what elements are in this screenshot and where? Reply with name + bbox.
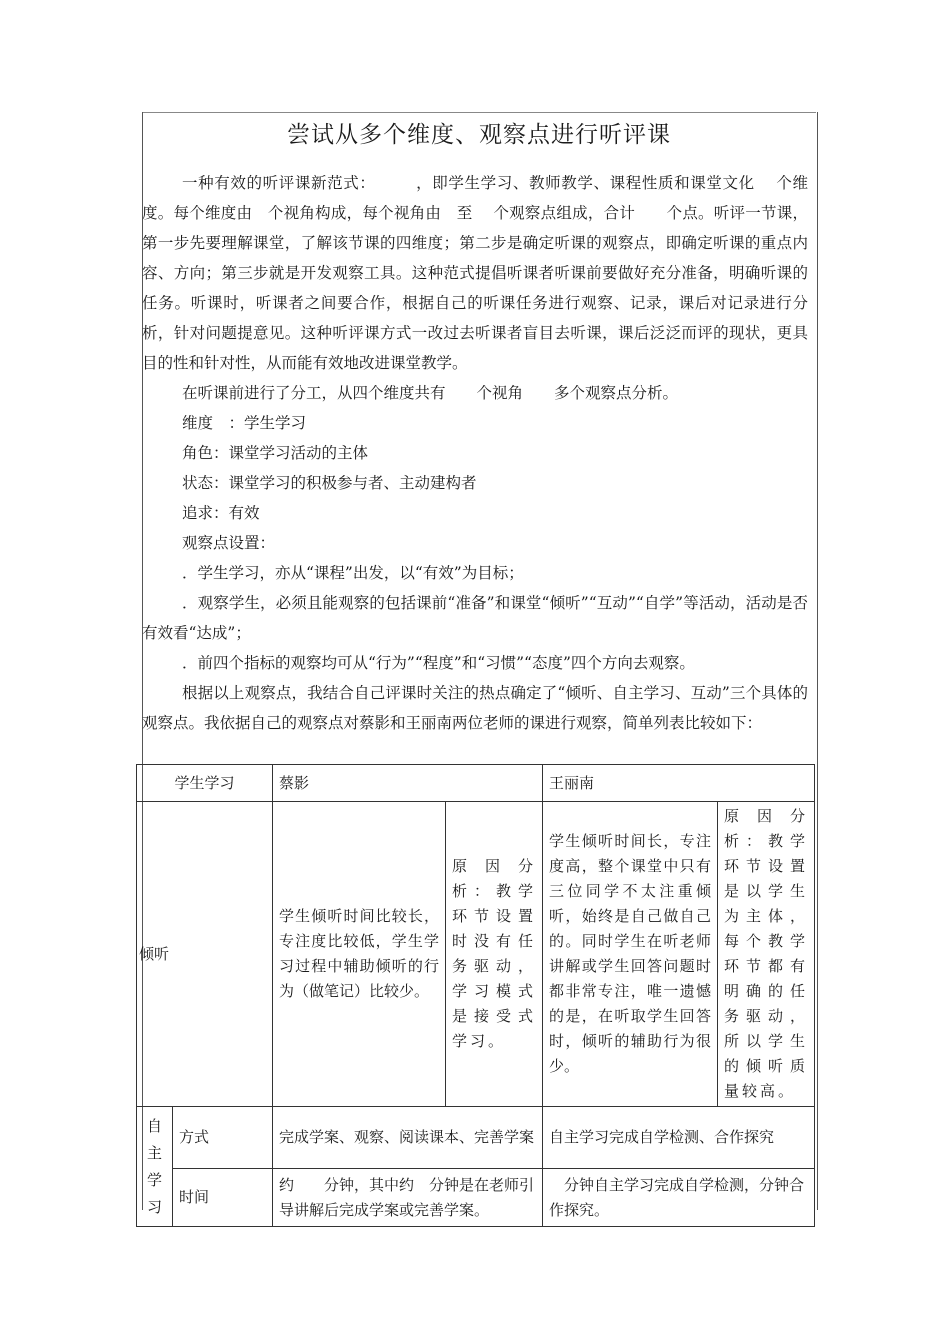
observation-setup-line: 观察点设置： — [182, 534, 276, 552]
header-student-learning: 学生学习 — [137, 765, 273, 802]
self-study-label — [137, 1107, 173, 1227]
self-study-char: 学 — [146, 1170, 162, 1189]
division-paragraph: 在听课前进行了分工，从四个维度共有 个视角 多个观察点分析。 — [182, 384, 679, 402]
time-b: 分钟自主学习完成自学检测，分钟合作探究。 — [543, 1169, 815, 1227]
role-line: 角色：课堂学习活动的主体 — [182, 444, 369, 462]
listening-label: 倾听 — [137, 802, 273, 1107]
method-b: 自主学习完成自学检测、合作探究 — [543, 1107, 815, 1169]
observation-item-1: ．学生学习，亦从“课程”出发，以“有效”为目标； — [182, 564, 524, 582]
time-a: 约 分钟，其中约 分钟是在老师引导讲解后完成学案或完善学案。 — [273, 1169, 543, 1227]
self-study-char: 习 — [146, 1197, 162, 1216]
method-label: 方式 — [173, 1107, 273, 1169]
header-teacher-a: 蔡影 — [273, 765, 543, 802]
page-title: 尝试从多个维度、观察点进行听评课 — [287, 122, 671, 148]
listening-b-reason: 原因分析：教学环节设置是以学生为主体，每个教学环节都有明确的任务驱动，所以学生的倾听质量较高。 — [718, 802, 815, 1107]
dimension-line: 维度 ：学生学习 — [182, 414, 307, 432]
comparison-table — [136, 764, 815, 1227]
table-row-listening — [137, 802, 815, 1107]
method-a: 完成学案、观察、阅读课本、完善学案 — [273, 1107, 543, 1169]
conclusion-paragraph: 根据以上观察点，我结合自己评课时关注的热点确定了“倾听、自主学习、互动”三个具体的观察点。我依据自己的观察点对蔡影和王丽南两位老师的课进行观察，简单列表比较如下： — [142, 684, 808, 732]
table-row-self-study-method — [137, 1107, 815, 1169]
state-line: 状态：课堂学习的积极参与者、主动建构者 — [182, 474, 477, 492]
self-study-char: 自 — [146, 1116, 162, 1135]
intro-paragraph: 一种有效的听评课新范式： ，即学生学习、教师教学、课程性质和课堂文化 个维度。每个维度由 个视角构成，每个视角由 至 个观察点组成，合计 个点。听评一节课，第一步先要理解课堂，了解该节课的四维度；第二步是确定听课的观察点，即确定听课的重点内容、方向；第三步就是开发观察工具。这种范式提倡听课者听课前要做好充分准备，明确听课的任务。听课时，听课者之间要合作，根据自己的听课任务进行观察、记录，课后对记录进行分析，针对问题提意见。这种听评课方式一改过去听课者盲目去听课，课后泛泛而评的现状，更具目的性和针对性，从而能有效地改进课堂教学。 — [142, 174, 808, 372]
listening-a-reason: 原因分析：教学环节设置时没有任务驱动，学习模式是接受式学习。 — [446, 802, 543, 1107]
table-row-self-study-time — [137, 1169, 815, 1227]
listening-b-observation: 学生倾听时间长，专注度高，整个课堂中只有三位同学不太注重倾听，始终是自己做自己的。同时学生在听老师讲解或学生回答问题时都非常专注，唯一遗憾的是，在听取学生回答时，倾听的辅助行为很少。 — [543, 802, 718, 1107]
pursuit-line: 追求：有效 — [182, 504, 260, 522]
document-body — [142, 168, 808, 738]
self-study-char: 主 — [146, 1143, 162, 1162]
time-label: 时间 — [173, 1169, 273, 1227]
table-header-row — [137, 765, 815, 802]
listening-a-observation: 学生倾听时间比较长，专注度比较低，学生学习过程中辅助倾听的行为（做笔记）比较少。 — [273, 802, 446, 1107]
observation-item-3: ．前四个指标的观察均可从“行为”“程度”和“习惯”“态度”四个方向去观察。 — [182, 654, 695, 672]
header-teacher-b: 王丽南 — [543, 765, 815, 802]
observation-item-2: ．观察学生，必须且能观察的包括课前“准备”和课堂“倾听”“互动”“自学”等活动，活动是否有效看“达成”； — [142, 594, 808, 642]
